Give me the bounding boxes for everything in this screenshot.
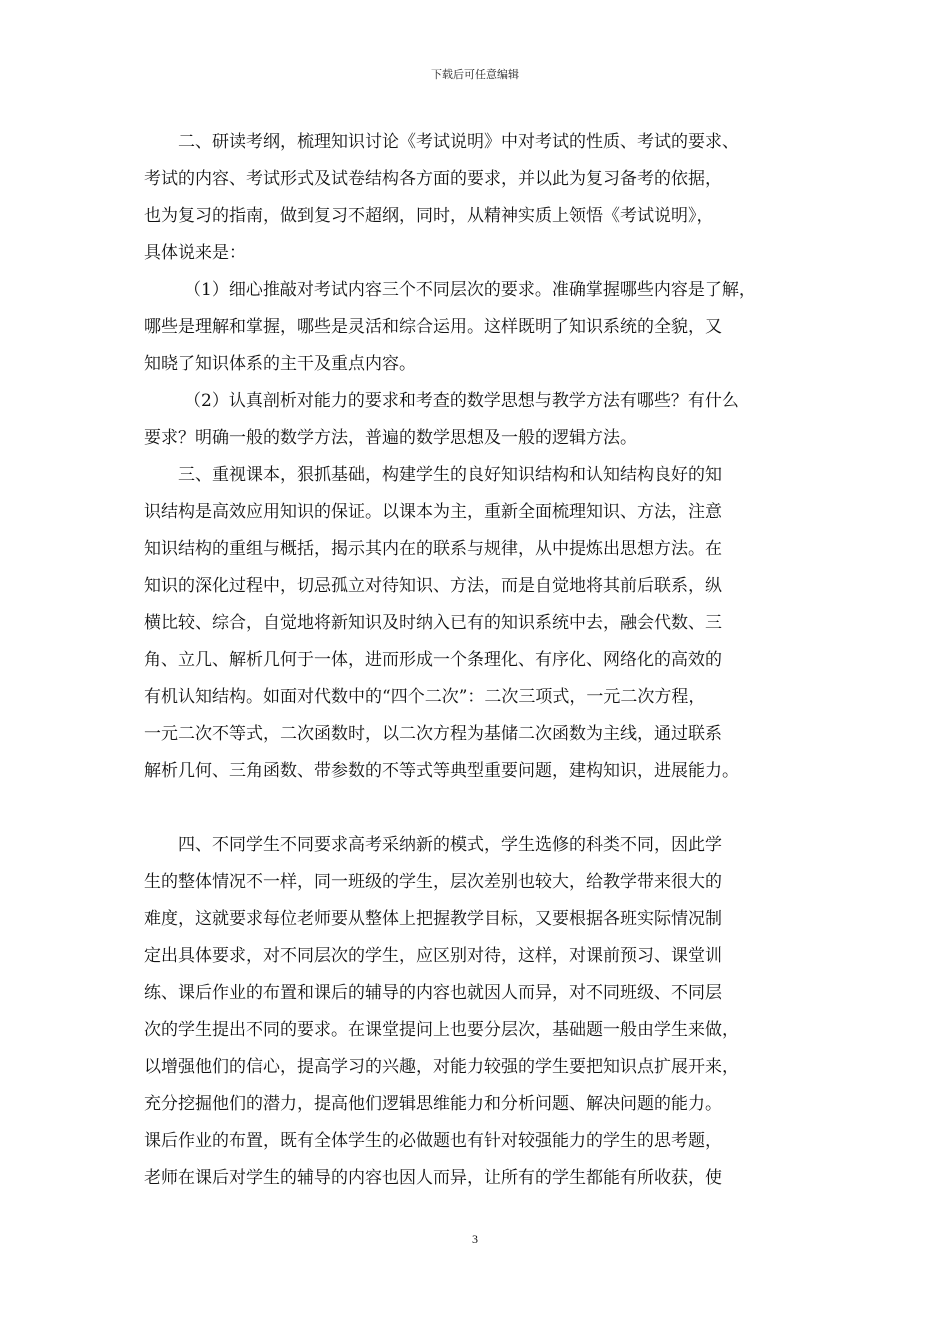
text-line: 以增强他们的信心，提高学习的兴趣，对能力较强的学生要把知识点扩展开来，: [144, 1057, 739, 1077]
document-body: [144, 124, 824, 1197]
text-line: 三、重视课本，狠抓基础，构建学生的良好知识结构和认知结构良好的知: [178, 465, 722, 485]
text-line: 练、课后作业的布置和课后的辅导的内容也就因人而异，对不同班级、不同层: [144, 983, 722, 1003]
text-line: 四、不同学生不同要求高考采纳新的模式，学生选修的科类不同，因此学: [178, 835, 722, 855]
paragraph-section-2: [144, 124, 824, 272]
paragraph-gap: [144, 790, 824, 827]
text-line: （2）认真剖析对能力的要求和考查的数学思想与教学方法有哪些？有什么: [184, 391, 739, 411]
text-line: 课后作业的布置，既有全体学生的必做题也有针对较强能力的学生的思考题，: [144, 1131, 722, 1151]
paragraph-item-1: [144, 272, 824, 383]
text-line: 一元二次不等式，二次函数时，以二次方程为基储二次函数为主线，通过联系: [144, 724, 722, 744]
text-line: 横比较、综合，自觉地将新知识及时纳入已有的知识系统中去，融会代数、三: [144, 613, 722, 633]
page-header: 下载后可任意编辑: [431, 68, 519, 81]
text-line: 有机认知结构。如面对代数中的“四个二次”：二次三项式，一元二次方程，: [144, 687, 706, 707]
text-line: 解析几何、三角函数、带参数的不等式等典型重要问题，建构知识，进展能力。: [144, 761, 739, 781]
text-line: 定出具体要求，对不同层次的学生，应区别对待，这样，对课前预习、课堂训: [144, 946, 722, 966]
text-line: 难度，这就要求每位老师要从整体上把握教学目标，又要根据各班实际情况制: [144, 909, 722, 929]
text-line: 也为复习的指南，做到复习不超纲，同时，从精神实质上领悟《考试说明》，: [144, 206, 714, 226]
text-line: 考试的内容、考试形式及试卷结构各方面的要求，并以此为复习备考的依据，: [144, 169, 722, 189]
text-line: （1）细心推敲对考试内容三个不同层次的要求。准确掌握哪些内容是了解，: [184, 280, 756, 300]
text-line: 生的整体情况不一样，同一班级的学生，层次差别也较大，给教学带来很大的: [144, 872, 722, 892]
paragraph-item-2: [144, 383, 824, 457]
text-line: 哪些是理解和掌握，哪些是灵活和综合运用。这样既明了知识系统的全貌，又: [144, 317, 722, 337]
text-line: 知识的深化过程中，切忌孤立对待知识、方法，而是自觉地将其前后联系，纵: [144, 576, 722, 596]
text-line: 次的学生提出不同的要求。在课堂提问上也要分层次，基础题一般由学生来做，: [144, 1020, 739, 1040]
text-line: 二、研读考纲，梳理知识讨论《考试说明》中对考试的性质、考试的要求、: [178, 132, 739, 152]
text-line: 角、立几、解析几何于一体，进而形成一个条理化、有序化、网络化的高效的: [144, 650, 722, 670]
text-line: 知晓了知识体系的主干及重点内容。: [144, 354, 416, 374]
text-line: 充分挖掘他们的潜力，提高他们逻辑思维能力和分析问题、解决问题的能力。: [144, 1094, 722, 1114]
paragraph-section-4: [144, 827, 824, 1197]
text-line: 具体说来是：: [144, 243, 246, 263]
paragraph-section-3: [144, 457, 824, 790]
text-line: 识结构是高效应用知识的保证。以课本为主，重新全面梳理知识、方法，注意: [144, 502, 722, 522]
text-line: 老师在课后对学生的辅导的内容也因人而异，让所有的学生都能有所收获，使: [144, 1168, 722, 1188]
text-line: 要求？明确一般的数学方法，普遍的数学思想及一般的逻辑方法。: [144, 428, 637, 448]
text-line: 知识结构的重组与概括，揭示其内在的联系与规律，从中提炼出思想方法。在: [144, 539, 722, 559]
page-number: 3: [472, 1232, 478, 1246]
